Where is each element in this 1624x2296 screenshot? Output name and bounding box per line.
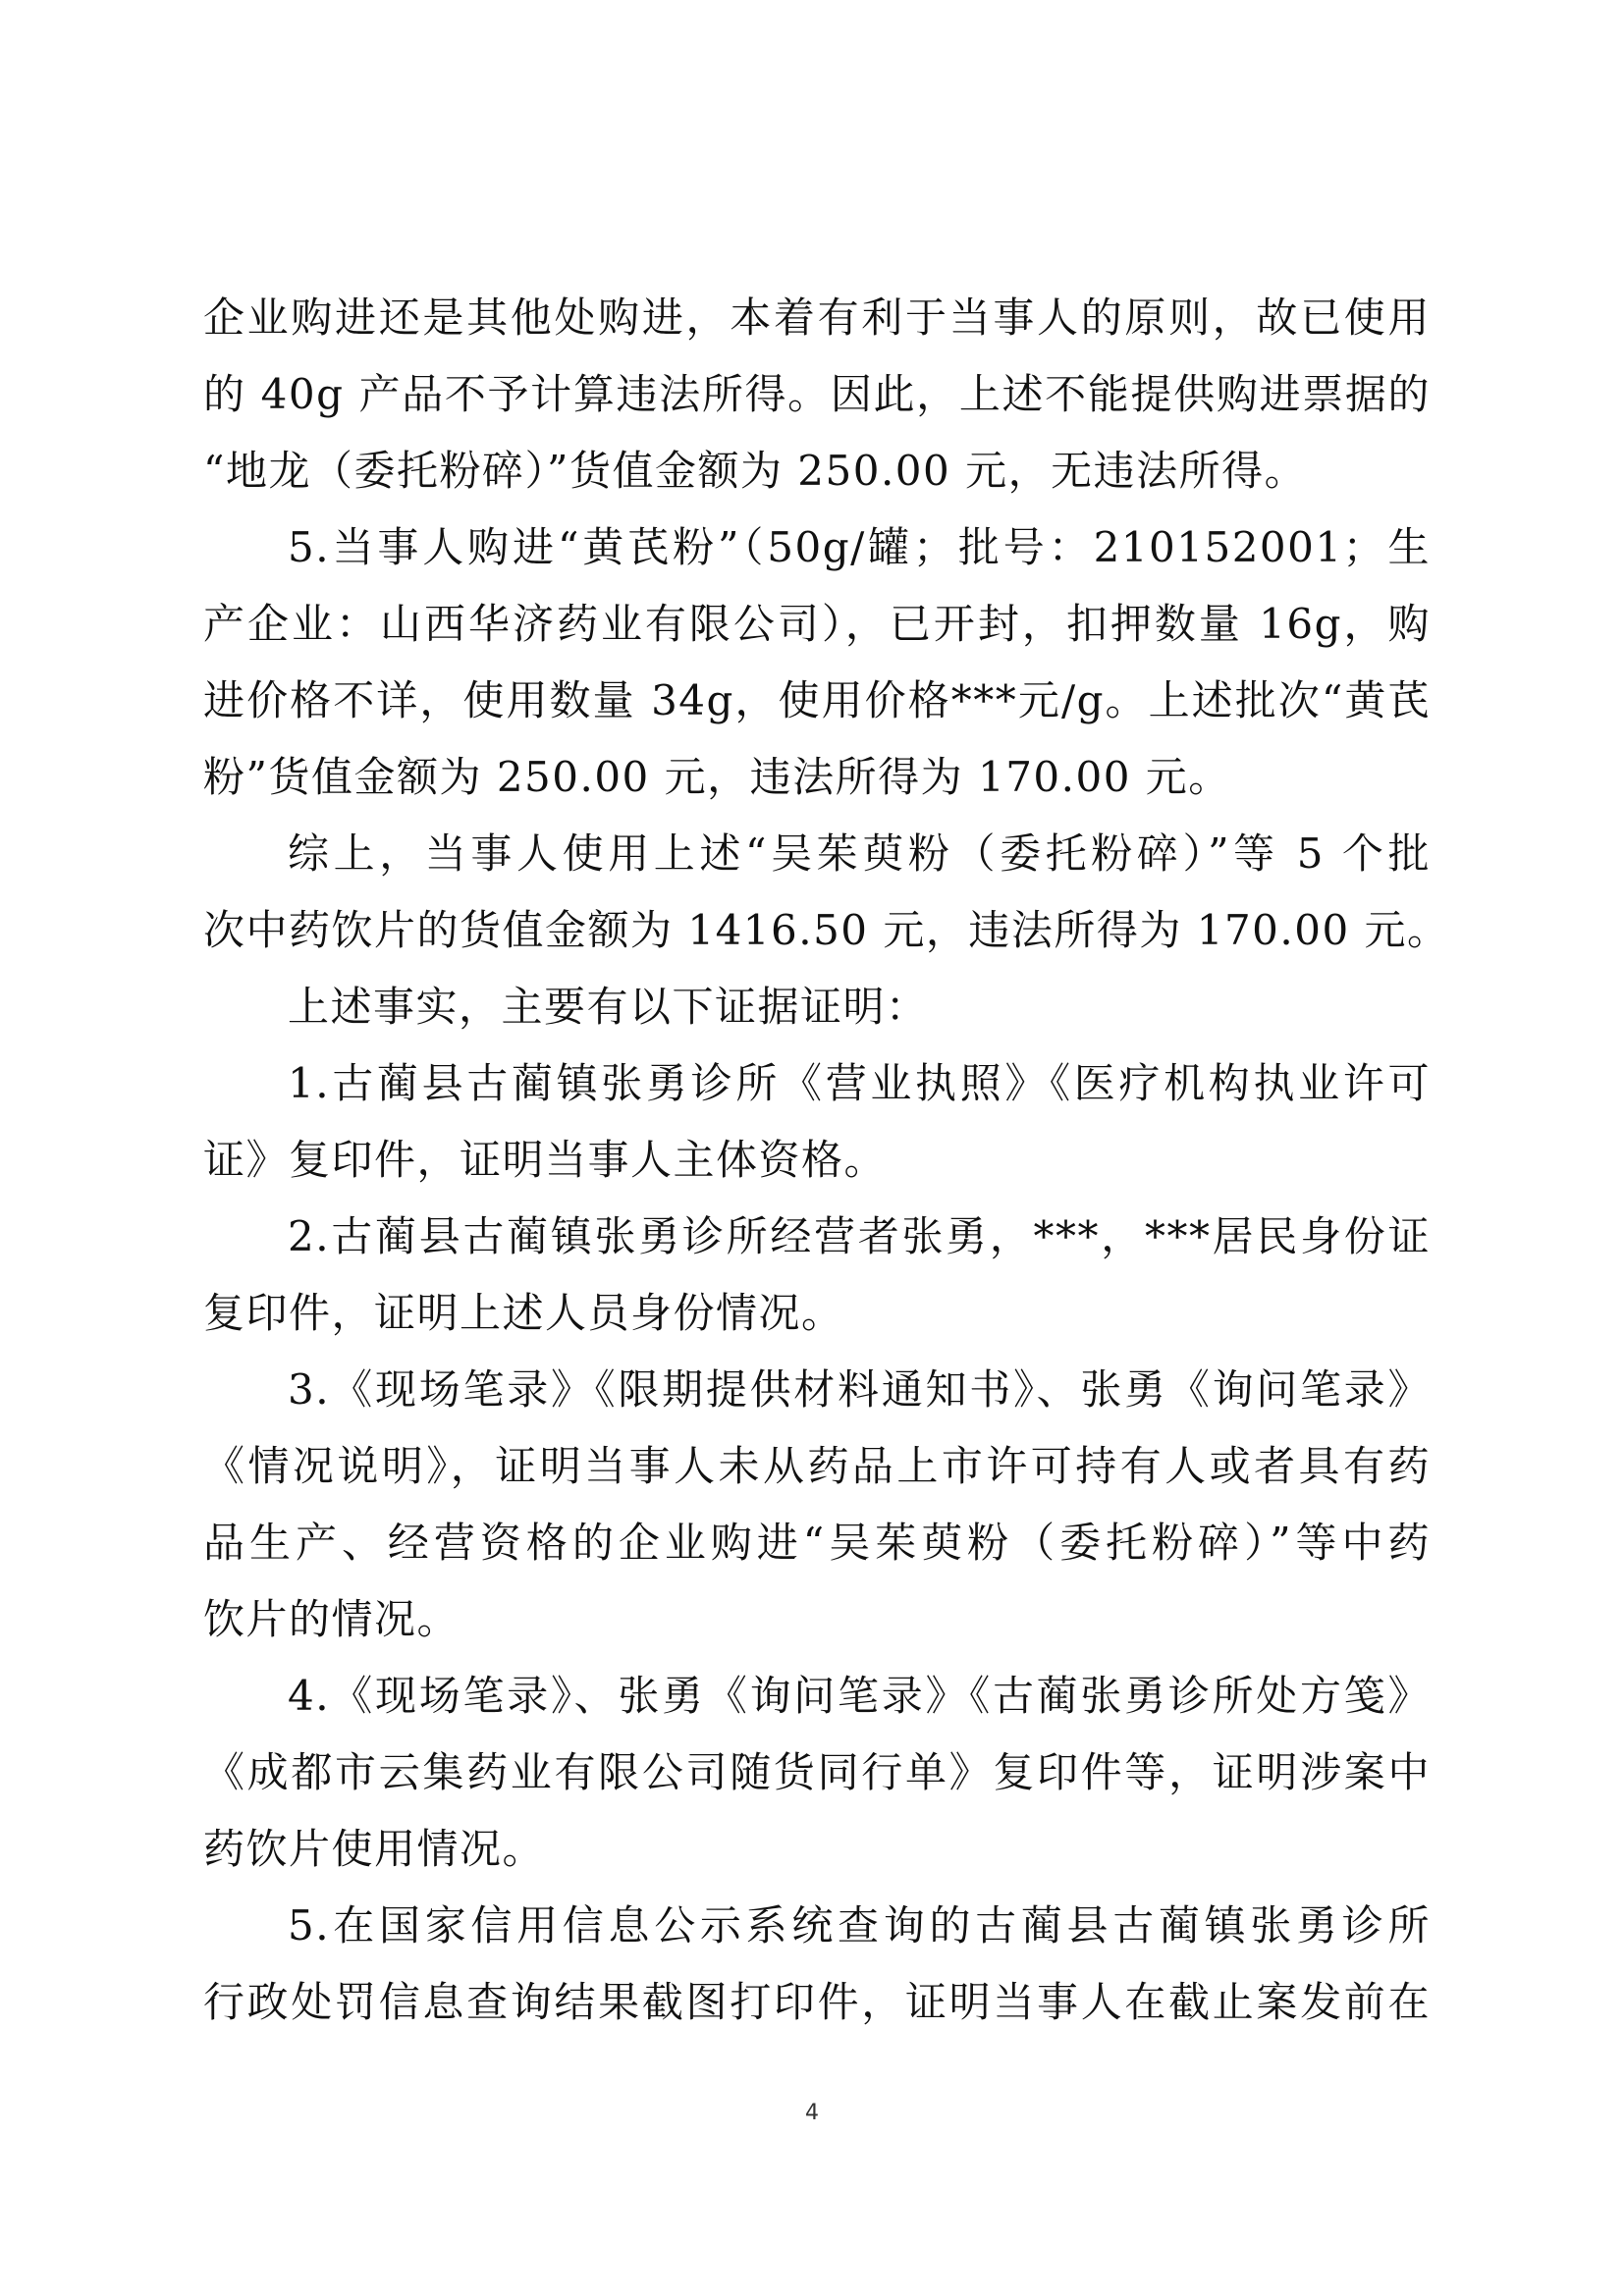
body-text-line: 4.《现场笔录》、张勇《询问笔录》《古蔺张勇诊所处方笺》 — [288, 1672, 1431, 1720]
body-text-line: 2.古蔺县古蔺镇张勇诊所经营者张勇，***，***居民身份证 — [288, 1212, 1431, 1260]
body-text-line: 上述事实，主要有以下证据证明： — [288, 983, 929, 1031]
body-text-line: 药饮片使用情况。 — [203, 1825, 546, 1873]
body-text-line: 饮片的情况。 — [203, 1595, 460, 1643]
body-text-line: 粉”货值金额为 250.00 元，违法所得为 170.00 元。 — [203, 753, 1231, 801]
body-text-line: 《情况说明》，证明当事人未从药品上市许可持有人或者具有药 — [203, 1442, 1431, 1490]
body-text-line: 1.古蔺县古蔺镇张勇诊所《营业执照》《医疗机构执业许可 — [288, 1059, 1431, 1107]
body-text-line: 次中药饮片的货值金额为 1416.50 元，违法所得为 170.00 元。 — [203, 906, 1450, 954]
body-text-line: 的 40g 产品不予计算违法所得。因此，上述不能提供购进票据的 — [203, 370, 1431, 418]
body-text-line: 产企业：山西华济药业有限公司），已开封，扣押数量 16g，购 — [203, 600, 1431, 648]
body-text-line: “地龙（委托粉碎）”货值金额为 250.00 元，无违法所得。 — [203, 447, 1308, 495]
body-text-line: 复印件，证明上述人员身份情况。 — [203, 1289, 844, 1337]
body-text-line: 行政处罚信息查询结果截图打印件，证明当事人在截止案发前在 — [203, 1978, 1431, 2026]
body-text-line: 3.《现场笔录》《限期提供材料通知书》、张勇《询问笔录》 — [288, 1365, 1431, 1414]
page-number: 4 — [805, 2101, 819, 2125]
body-text-line: 进价格不详，使用数量 34g，使用价格***元/g。上述批次“黄芪 — [203, 676, 1431, 724]
body-text-line: 《成都市云集药业有限公司随货同行单》复印件等，证明涉案中 — [203, 1748, 1431, 1796]
body-text-line: 综上，当事人使用上述“吴茱萸粉（委托粉碎）”等 5 个批 — [288, 829, 1431, 878]
body-text-line: 品生产、经营资格的企业购进“吴茱萸粉（委托粉碎）”等中药 — [203, 1519, 1431, 1567]
body-text-line: 5.当事人购进“黄芪粉”（50g/罐；批号：210152001；生 — [288, 523, 1431, 571]
body-text-line: 企业购进还是其他处购进，本着有利于当事人的原则，故已使用 — [203, 294, 1431, 342]
body-text-line: 证》复印件，证明当事人主体资格。 — [203, 1136, 888, 1184]
body-text-line: 5.在国家信用信息公示系统查询的古蔺县古蔺镇张勇诊所 — [288, 1901, 1431, 1949]
